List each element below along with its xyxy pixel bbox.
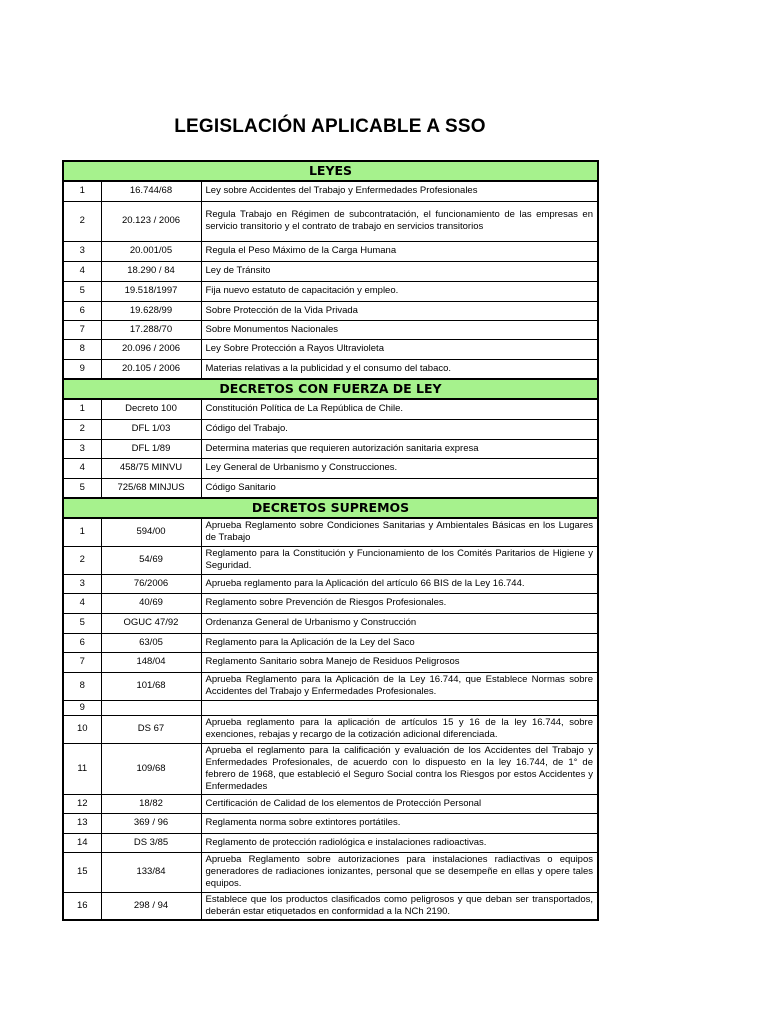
row-number: 8 — [63, 339, 101, 359]
row-number: 4 — [63, 458, 101, 478]
row-number: 3 — [63, 241, 101, 261]
law-code: Decreto 100 — [101, 399, 201, 419]
law-code: 54/69 — [101, 546, 201, 574]
table-row — [63, 301, 598, 320]
row-number: 16 — [63, 892, 101, 920]
law-description: Fija nuevo estatuto de capacitación y empleo. — [201, 281, 598, 301]
law-description: Constitución Política de La República de Chile. — [201, 399, 598, 419]
table-row — [63, 574, 598, 593]
law-description: Reglamento sobre Prevención de Riesgos Profesionales. — [201, 593, 598, 613]
law-description: Reglamento Sanitario sobra Manejo de Residuos Peligrosos — [201, 652, 598, 672]
section-header-row — [63, 498, 598, 518]
law-code: 725/68 MINJUS — [101, 478, 201, 498]
law-code: 19.628/99 — [101, 301, 201, 320]
law-code: DFL 1/89 — [101, 439, 201, 458]
law-description: Regula el Peso Máximo de la Carga Humana — [201, 241, 598, 261]
law-code: 109/68 — [101, 743, 201, 794]
section-heading: DECRETOS SUPREMOS — [63, 498, 598, 518]
row-number: 9 — [63, 700, 101, 715]
table-row — [63, 813, 598, 833]
law-code: DS 3/85 — [101, 833, 201, 852]
row-number: 6 — [63, 301, 101, 320]
row-number: 13 — [63, 813, 101, 833]
row-number: 1 — [63, 399, 101, 419]
law-description: Certificación de Calidad de los elementos de Protección Personal — [201, 794, 598, 813]
law-code: OGUC 47/92 — [101, 613, 201, 633]
law-description: Reglamento de protección radiológica e instalaciones radioactivas. — [201, 833, 598, 852]
law-description — [201, 700, 598, 715]
row-number: 2 — [63, 546, 101, 574]
law-code: 20.096 / 2006 — [101, 339, 201, 359]
law-description: Regula Trabajo en Régimen de subcontratación, el funcionamiento de las empresas en servicio transitorio y el contrato de trabajo en servicios transitorios — [201, 201, 598, 241]
law-description: Reglamenta norma sobre extintores portátiles. — [201, 813, 598, 833]
row-number: 4 — [63, 261, 101, 281]
law-description: Sobre Monumentos Nacionales — [201, 320, 598, 339]
row-number: 12 — [63, 794, 101, 813]
row-number: 14 — [63, 833, 101, 852]
row-number: 1 — [63, 181, 101, 201]
law-code: DS 67 — [101, 715, 201, 743]
law-code: 18/82 — [101, 794, 201, 813]
row-number: 7 — [63, 320, 101, 339]
table-row — [63, 419, 598, 439]
law-code: 594/00 — [101, 518, 201, 546]
table-row — [63, 700, 598, 715]
table-row — [63, 672, 598, 700]
table-row — [63, 261, 598, 281]
table-row — [63, 201, 598, 241]
law-code: DFL 1/03 — [101, 419, 201, 439]
law-description: Determina materias que requieren autorización sanitaria expresa — [201, 439, 598, 458]
row-number: 10 — [63, 715, 101, 743]
law-description: Ley Sobre Protección a Rayos Ultravioleta — [201, 339, 598, 359]
table-row — [63, 399, 598, 419]
law-code — [101, 700, 201, 715]
law-code: 76/2006 — [101, 574, 201, 593]
row-number: 8 — [63, 672, 101, 700]
law-description: Código Sanitario — [201, 478, 598, 498]
law-code: 63/05 — [101, 633, 201, 652]
law-description: Código del Trabajo. — [201, 419, 598, 439]
section-heading: DECRETOS CON FUERZA DE LEY — [63, 379, 598, 399]
law-code: 40/69 — [101, 593, 201, 613]
law-code: 458/75 MINVU — [101, 458, 201, 478]
law-code: 18.290 / 84 — [101, 261, 201, 281]
table-row — [63, 715, 598, 743]
legislation-table-body — [63, 161, 598, 920]
law-description: Aprueba reglamento para la aplicación de artículos 15 y 16 de la ley 16.744, sobre exenciones, rebajas y recargo de la cotización adicional diferenciada. — [201, 715, 598, 743]
row-number: 6 — [63, 633, 101, 652]
law-code: 20.001/05 — [101, 241, 201, 261]
law-code: 148/04 — [101, 652, 201, 672]
table-row — [63, 439, 598, 458]
law-description: Establece que los productos clasificados como peligrosos y que deban ser transportados, deberán estar etiquetados en conformidad a la NCh 2190. — [201, 892, 598, 920]
table-row — [63, 181, 598, 201]
row-number: 2 — [63, 201, 101, 241]
law-code: 298 / 94 — [101, 892, 201, 920]
table-row — [63, 281, 598, 301]
row-number: 15 — [63, 852, 101, 892]
law-code: 20.105 / 2006 — [101, 359, 201, 379]
law-description: Aprueba reglamento para la Aplicación del artículo 66 BIS de la Ley 16.744. — [201, 574, 598, 593]
table-row — [63, 633, 598, 652]
section-header-row — [63, 379, 598, 399]
law-description: Aprueba Reglamento para la Aplicación de la Ley 16.744, que Establece Normas sobre Accidentes del Trabajo y Enfermedades Profesionales. — [201, 672, 598, 700]
row-number: 3 — [63, 574, 101, 593]
law-code: 369 / 96 — [101, 813, 201, 833]
law-description: Aprueba Reglamento sobre autorizaciones para instalaciones radiactivas o equipos generadores de radiaciones ionizantes, personal que se desempeñe en ellas y opere tales equipos. — [201, 852, 598, 892]
table-row — [63, 546, 598, 574]
table-row — [63, 518, 598, 546]
table-row — [63, 892, 598, 920]
law-description: Reglamento para la Aplicación de la Ley del Saco — [201, 633, 598, 652]
law-description: Sobre Protección de la Vida Privada — [201, 301, 598, 320]
law-code: 133/84 — [101, 852, 201, 892]
row-number: 5 — [63, 613, 101, 633]
law-description: Ley sobre Accidentes del Trabajo y Enfermedades Profesionales — [201, 181, 598, 201]
table-row — [63, 593, 598, 613]
section-heading: LEYES — [63, 161, 598, 181]
section-header-row — [63, 161, 598, 181]
row-number: 3 — [63, 439, 101, 458]
table-row — [63, 458, 598, 478]
table-row — [63, 359, 598, 379]
law-description: Aprueba Reglamento sobre Condiciones Sanitarias y Ambientales Básicas en los Lugares de Trabajo — [201, 518, 598, 546]
law-description: Reglamento para la Constitución y Funcionamiento de los Comités Paritarios de Higiene y Seguridad. — [201, 546, 598, 574]
law-code: 19.518/1997 — [101, 281, 201, 301]
table-row — [63, 339, 598, 359]
page-title: LEGISLACIÓN APLICABLE A SSO — [174, 116, 486, 137]
law-description: Aprueba el reglamento para la calificación y evaluación de los Accidentes del Trabajo y Enfermedades Profesionales, de acuerdo con lo dispuesto en la ley 16.744, de 1° de febrero de 1968, que estableció el Seguro Social contra los Riesgos por estos Accidentes y Enfermedades — [201, 743, 598, 794]
table-row — [63, 852, 598, 892]
table-row — [63, 652, 598, 672]
row-number: 4 — [63, 593, 101, 613]
row-number: 9 — [63, 359, 101, 379]
legislation-table — [62, 160, 599, 921]
table-row — [63, 241, 598, 261]
table-row — [63, 794, 598, 813]
law-code: 16.744/68 — [101, 181, 201, 201]
law-code: 20.123 / 2006 — [101, 201, 201, 241]
table-row — [63, 478, 598, 498]
table-row — [63, 743, 598, 794]
law-description: Ley General de Urbanismo y Construcciones. — [201, 458, 598, 478]
row-number: 1 — [63, 518, 101, 546]
table-row — [63, 613, 598, 633]
row-number: 5 — [63, 478, 101, 498]
table-row — [63, 320, 598, 339]
table-row — [63, 833, 598, 852]
row-number: 2 — [63, 419, 101, 439]
row-number: 5 — [63, 281, 101, 301]
law-description: Materias relativas a la publicidad y el consumo del tabaco. — [201, 359, 598, 379]
law-description: Ordenanza General de Urbanismo y Construcción — [201, 613, 598, 633]
law-description: Ley de Tránsito — [201, 261, 598, 281]
law-code: 17.288/70 — [101, 320, 201, 339]
law-code: 101/68 — [101, 672, 201, 700]
row-number: 7 — [63, 652, 101, 672]
row-number: 11 — [63, 743, 101, 794]
